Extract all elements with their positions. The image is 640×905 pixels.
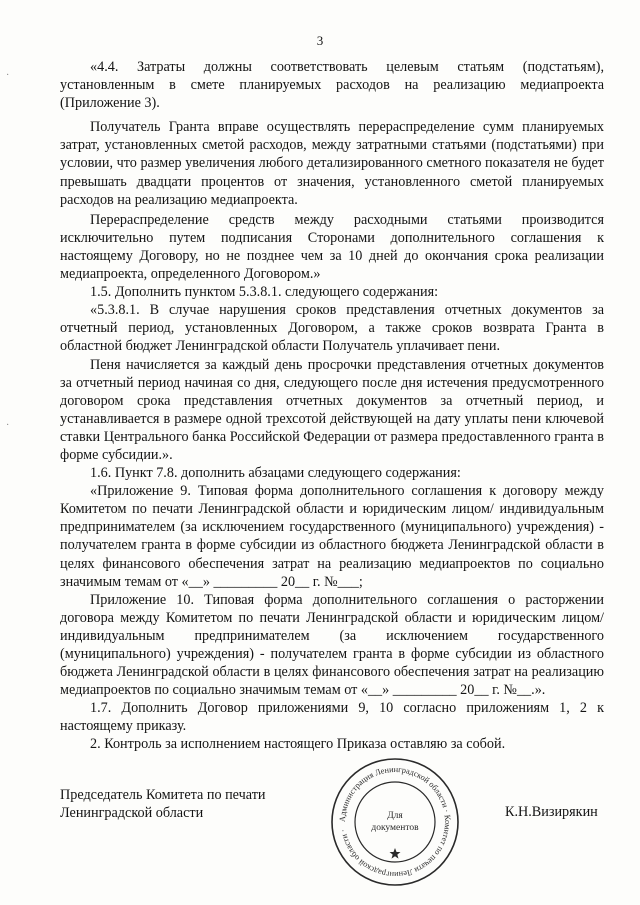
official-stamp [327,754,463,890]
page-number: 3 [316,33,324,48]
paragraph-appendix-10: Приложение 10. Типовая форма дополнительного соглашения о расторжении договора между Комитетом по печати Ленинградской области и юридическим лицом/ индивидуальным предпринимателем (за исключением государственного (муниципального) учреждения) - получателем гранта в форме субсидии из областного бюджета Ленинградской области в целях финансового обеспечения затрат на реализацию медиапроектов по социально значимым темам от «__» _________ 20__ г. №__.». [60,591,604,699]
paragraph-appendix-9: «Приложение 9. Типовая форма дополнительного соглашения к договору между Комитетом по печати Ленинградской области и юридическим лицом/ индивидуальным предпринимателем (за исключением государственного (муниципального) учреждения) - получателем гранта в форме субсидии из областного бюджета Ленинградской области в целях финансового обеспечения затрат на реализацию медиапроектов по социально значимым темам от «__» _________ 20__ г. №___; [60,483,604,590]
signatory-name: К.Н.Визирякин [505,804,598,820]
paragraph-1-7: 1.7. Дополнить Договор приложениями 9, 10 согласно приложениям 1, 2 к настоящему приказу. [60,700,604,735]
signatory-position-line2: Ленинградской области [60,805,204,822]
stamp-center-line1: Для [387,811,403,821]
signatory-position [60,786,300,822]
document-body [60,58,604,754]
scan-edge-mark: · [6,420,10,431]
paragraph-1-6: 1.6. Пункт 7.8. дополнить абзацами следующего содержания: [90,465,461,482]
paragraph-4-4: «4.4. Затраты должны соответствовать целевым статьям (подстатьям), установленным в смете планируемых расходов на реализацию медиапроекта (Приложение 3). [60,59,604,112]
stamp-star-icon [390,848,401,859]
paragraph-grant-redistribution: Получатель Гранта вправе осуществлять перераспределение сумм планируемых затрат, установленных сметой расходов, между затратными статьями (подстатьями) при условии, что размер увеличения любого детализированного сметного показателя не будет превышать двадцати процентов от значения, установленного сметой планируемых расходов на реализацию медиапроекта. [60,119,604,208]
signatory-position-line1: Председатель Комитета по печати [60,787,266,803]
paragraph-1-5: 1.5. Дополнить пунктом 5.3.8.1. следующего содержания: [90,284,439,301]
stamp-outer-ring [332,759,458,885]
paragraph-2-control: 2. Контроль за исполнением настоящего Приказа оставляю за собой. [90,736,506,753]
stamp-ring-text: Администрация Ленинградской области · Комитет по печати Ленинградской области · [337,764,453,880]
paragraph-penalty: Пеня начисляется за каждый день просрочки представления отчетных документов за отчетный период начиная со дня, следующего после дня истечения предусмотренного договором срока представления отчетных документов за отчетный период, и устанавливается в размере одной трехсотой действующей на дату уплаты пени ключевой ставки Центрального банка Российской Федерации от размера предоставленного гранта в форме субсидии.». [60,356,604,463]
stamp-center-line2: документов [371,823,419,833]
scan-edge-mark: · [6,70,10,81]
paragraph-redistribution-procedure: Перераспределение средств между расходными статьями производится исключительно путем подписания Сторонами дополнительного соглашения к настоящему Договору, но не позднее чем за 10 дней до окончания срока реализации медиапроекта, определенного Договором.» [60,211,604,283]
paragraph-5-3-8-1: «5.3.8.1. В случае нарушения сроков представления отчетных документов за отчетный период, установленных Договором, а также сроков возврата Гранта в областной бюджет Ленинградской области Получатель уплачивает пени. [60,302,604,355]
